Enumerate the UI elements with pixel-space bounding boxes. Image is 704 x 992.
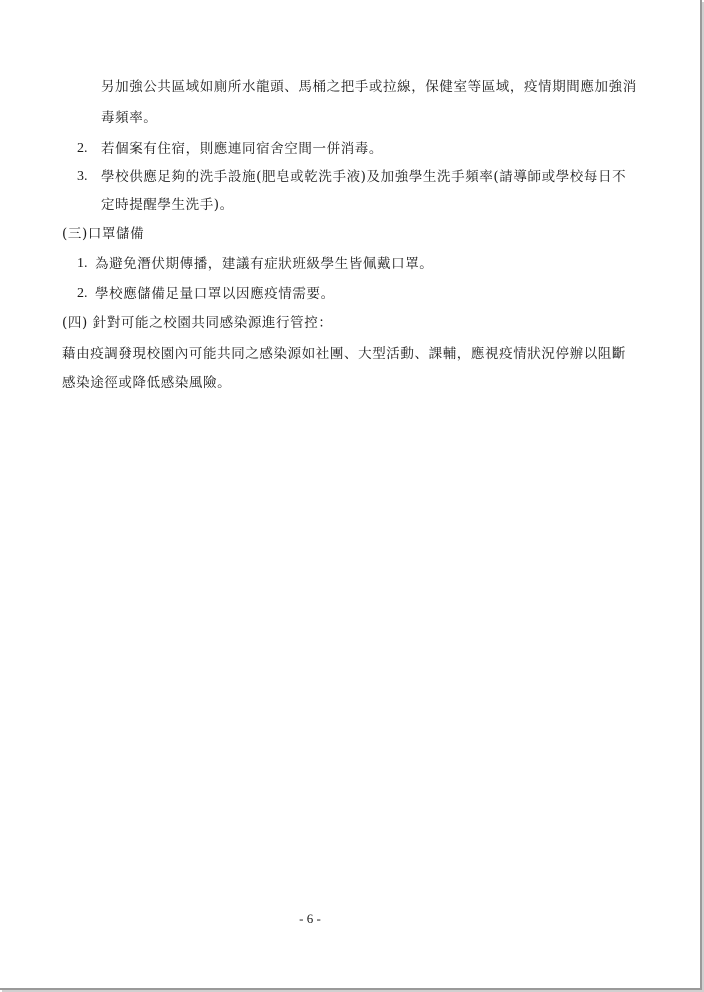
continued-text-line-2: 毒頻率。 <box>101 110 158 126</box>
item-2-text: 若個案有住宿，則應連同宿舍空間一併消毒。 <box>101 141 383 157</box>
section-4-text-line-1: 藉由疫調發現校園內可能共同之感染源如社團、大型活動、課輔，應視疫情狀況停辦以阻斷 <box>62 346 626 362</box>
section-3-item-2-text: 學校應儲備足量口罩以因應疫情需要。 <box>95 286 335 302</box>
item-3-text-line-2: 定時提醒學生洗手)。 <box>101 197 234 213</box>
section-4-text-line-2: 感染途徑或降低感染風險。 <box>62 375 232 391</box>
section-3-item-1-number: 1. <box>77 256 88 271</box>
section-4-heading: (四) 針對可能之校園共同感染源進行管控： <box>62 315 333 331</box>
section-3-item-2-number: 2. <box>77 286 88 301</box>
page-number: - 6 - <box>299 911 321 926</box>
item-3-number: 3. <box>77 169 88 184</box>
continued-text-line-1: 另加強公共區域如廁所水龍頭、馬桶之把手或拉線，保健室等區域，疫情期間應加強消 <box>101 79 637 95</box>
item-3-text-line-1: 學校供應足夠的洗手設施(肥皂或乾洗手液)及加強學生洗手頻率(請導師或學校每日不 <box>101 169 627 185</box>
item-2-number: 2. <box>77 141 88 156</box>
section-3-item-1-text: 為避免潛伏期傳播，建議有症狀班級學生皆佩戴口罩。 <box>95 256 434 272</box>
section-3-heading: (三)口罩儲備 <box>62 226 145 242</box>
